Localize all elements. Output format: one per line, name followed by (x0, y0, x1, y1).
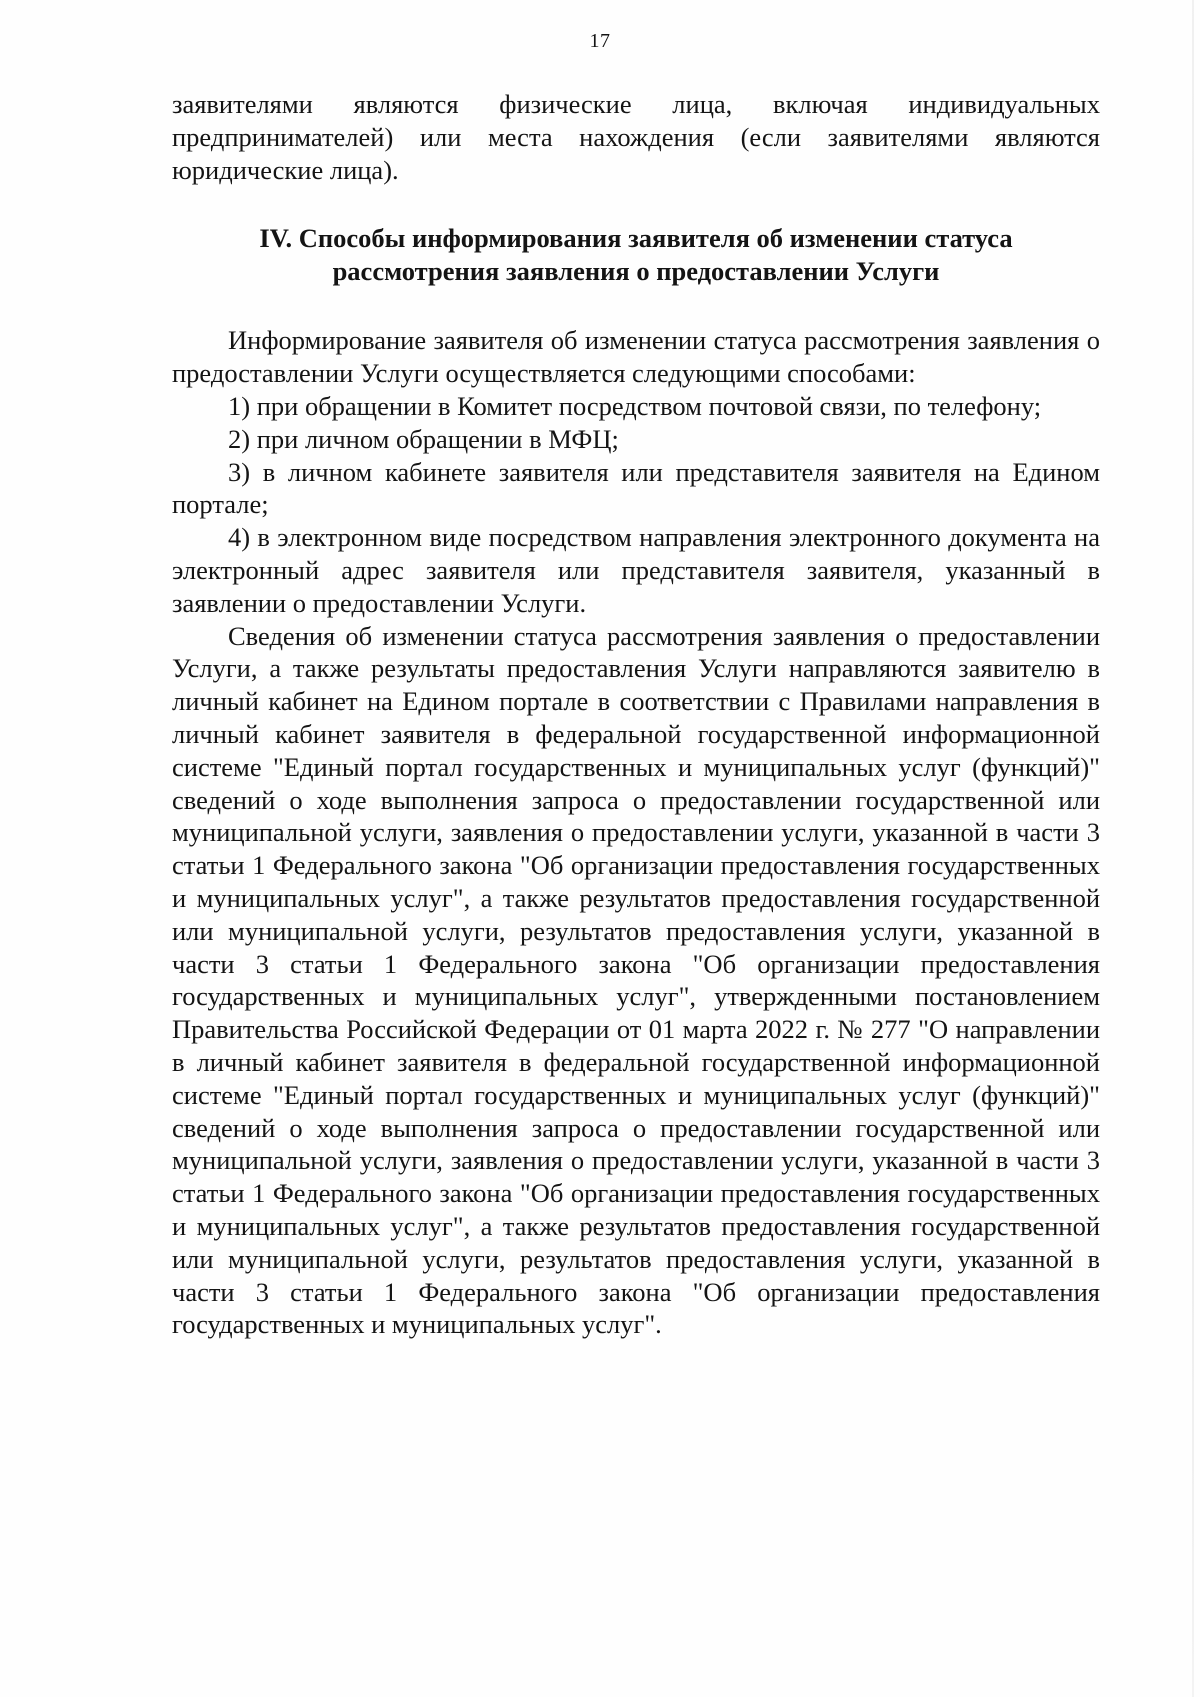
paragraph-informing: Информирование заявителя об изменении статуса рассмотрения заявления о предоставлении Услуги осуществляется следующими способами: (172, 325, 1100, 389)
list-item-3: 3) в личном кабинете заявителя или представителя заявителя на Едином портале; (172, 456, 1100, 520)
list-item-1: 1) при обращении в Комитет посредством почтовой связи, по телефону; (228, 390, 1042, 421)
section-heading (172, 222, 1100, 288)
section-heading-line-1: IV. Способы информирования заявителя об изменении статуса (259, 223, 1013, 254)
page-number: 17 (589, 30, 611, 52)
document-body (172, 88, 1100, 1341)
scan-edge-shadow (1192, 0, 1194, 1697)
section-heading-line-2: рассмотрения заявления о предоставлении Услуги (332, 256, 940, 287)
list-item-4: 4) в электронном виде посредством направления электронного документа на электронный адрес заявителя или представителя заявителя, указанный в заявлении о предоставлении Услуги. (172, 522, 1100, 618)
paragraph-status-info: Сведения об изменении статуса рассмотрения заявления о предоставлении Услуги, а также результаты предоставления Услуги направляются заявителю в личный кабинет на Едином портале в соответствии с Правилами направления в личный кабинет заявителя в федеральной государственной информационной системе "Единый портал государственных и муниципальных услуг (функций)" сведений о ходе выполнения запроса о предоставлении государственной или муниципальной услуги, заявления о предоставлении услуги, указанной в части 3 статьи 1 Федерального закона "Об организации предоставления государственных и муниципальных услуг", а также результатов предоставления государственной или муниципальной услуги, результатов предоставления услуги, указанной в части 3 статьи 1 Федерального закона "Об организации предоставления государственных и муниципальных услуг", утвержденными постановлением Правительства Российской Федерации от 01 марта 2022 г. № 277 "О направлении в личный кабинет заявителя в федеральной государственной информационной системе "Единый портал государственных и муниципальных услуг (функций)" сведений о ходе выполнения запроса о предоставлении государственной или муниципальной услуги, заявления о предоставлении услуги, указанной в части 3 статьи 1 Федерального закона "Об организации предоставления государственных и муниципальных услуг", а также результатов предоставления государственной или муниципальной услуги, результатов предоставления услуги, указанной в части 3 статьи 1 Федерального закона "Об организации предоставления государственных и муниципальных услуг". (172, 620, 1100, 1340)
intro-paragraph: заявителями являются физические лица, включая индивидуальных предпринимателей) или места нахождения (если заявителями являются юридические лица). (172, 89, 1100, 185)
list-item-2: 2) при личном обращении в МФЦ; (228, 423, 619, 454)
